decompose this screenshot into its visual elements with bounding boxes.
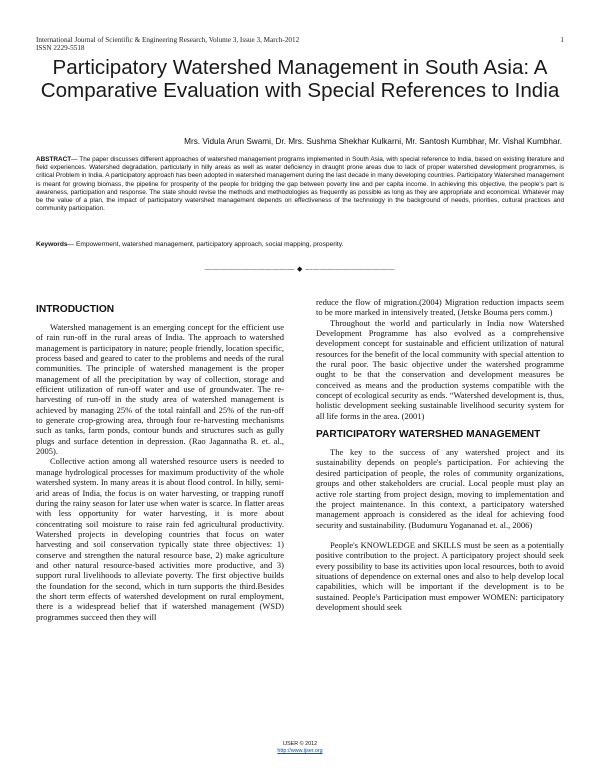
intro-paragraph-2: Collective action among all watershed resource users is needed to manage hydrological processes for maximum productivity of the whole watershed system. In many areas it is about flood control. In hilly, semi-arid areas of India, the focus is on water harvesting, or trapping runoff during the rainy season for later use when water is scarce. In flatter areas with less opportunity for water harvesting, it is more about concentrating soil moisture to raise rain fed agricultural productivity. Watershed projects in developing countries that focus on water harvesting and soil conservation typically state three objectives: 1) conserve and strengthen the natural resource base, 2) make agriculture and other natural resource-based activities more productive, and 3) support rural livelihoods to alleviate poverty. The first objective builds the foundation for the second, which in turn supports the third.Besides the short term effects of watershed development on rural employment, there is a widespread belief that if watershed management (WSD) programmes succeed then they will	[36, 456, 284, 622]
abstract-text: — The paper discusses different approaches of watershed management programs implemented in South Asia, with special reference to India, based on existing literature and field experiences. Watershed degradation, particularly in hilly areas as well as water deficiency in draught prone areas due to lack of proper watershed development programmes, is critical Problem in India. A participatory approach has been adopted in watershed management during the last decade in many developing countries. Participatory Watershed management is meant for growing biomass, the pipeline for prosperity of the people for bridging the gap between poverty line and per capita income. In achieving this objective, the people's part is awareness, participation and response. The state should revise the methods and methodologies as frequently as possible as long as they are appropriate and economical. Whatever may be the value of a plan, the impact of participatory watershed management depends on effectiveness of the technology in the background of needs, priorities, cultural practices and community participation.	[36, 156, 565, 213]
journal-line: International Journal of Scientific & Engineering Research, Volume 3, Issue 3, March-2012	[36, 36, 300, 44]
authors: Mrs. Vidula Arun Swami, Dr. Mrs. Sushma Shekhar Kulkarni, Mr. Santosh Kumbhar, Mr. Vishal Kumbhar.	[184, 137, 562, 146]
left-column	[36, 298, 284, 622]
intro-paragraph-1: Watershed management is an emerging concept for the efficient use of rain run-off in the rural areas of India. The approach to watershed management is participatory in nature; people friendly, location specific, process based and geared to cater to the problems and needs of the rural communities. The principle of watershed management is the proper management of all the precipitation by way of collection, storage and efficient utilization of run-off water and use of groundwater. The re-harvesting of run-off in the study area of watershed management is achieved by managing 25% of the total rainfall and 25% of the run-off to generate crop-growing area, through four re-harvesting mechanisms such as tanks, farm ponds, contour bunds and structures such as gully plugs and surface detention in depression. (Rao Jagannatha R. et. al., 2005).	[36, 322, 284, 457]
issn: ISSN 2229-5518	[36, 44, 85, 52]
page-footer	[0, 741, 600, 755]
keywords-text: — Empowerment, watershed management, participatory approach, social mapping, prosperity.	[67, 241, 344, 248]
abstract-label: ABSTRACT	[36, 156, 72, 163]
abstract	[36, 156, 564, 213]
right-paragraph-1: reduce the flow of migration.(2004) Migration reduction impacts seem to be more marked in intensively treated, (Jetske Bouma pers comm.)	[316, 297, 564, 318]
journal-url-link[interactable]: http://www.ijser.org	[277, 748, 323, 754]
right-paragraph-2: Throughout the world and particularly in India now Watershed Development Programme has also evolved as a comprehensive development concept for sustainable and efficient utilization of natural resources for the benefit of the local community with special attention to the rural poor. The basic objective under the watershed programme ought to be that the conservation and development measures be conceived as means and the production systems compatible with the concept of ecological security as ends. “Watershed development is, thus, holistic development seeking sustainable livelihood security system for all life forms in the area. (2001)	[316, 317, 564, 421]
copyright: IJSER © 2012	[282, 741, 318, 747]
page-number: 1	[560, 36, 564, 44]
participatory-paragraph-1: The key to the success of any watershed project and its sustainability depends on people's participation. For achieving the desired participation of people, the roles of community organizations, groups and other stakeholders are crucial. Local people must play an active role starting from project design, moving to implementation and the project maintenance. In this context, a participatory watershed management approach is considered as the ideal for achieving food security and sustainability. (Budumuru Yogananad et. al., 2006)	[316, 447, 564, 530]
participatory-heading: PARTICIPATORY WATERSHED MANAGEMENT	[316, 429, 541, 441]
section-divider: ———————————— ◆ ————————————	[204, 265, 396, 273]
keywords-label: Keywords	[36, 241, 68, 248]
keywords	[36, 241, 564, 249]
paper-title: Participatory Watershed Management in South Asia: A Comparative Evaluation with Special References to India	[40, 56, 560, 103]
right-column	[316, 297, 564, 612]
participatory-paragraph-2: People's KNOWLEDGE and SKILLS must be seen as a potentially positive contribution to the project. A participatory project should seek every possibility to base its activities upon local resources, both to avoid situations of dependence on external ones and also to help develop local capabilities, which will be important if the development is to be sustained. People's Participation must empower WOMEN: participatory development should seek	[316, 539, 564, 612]
introduction-heading: INTRODUCTION	[36, 304, 115, 315]
